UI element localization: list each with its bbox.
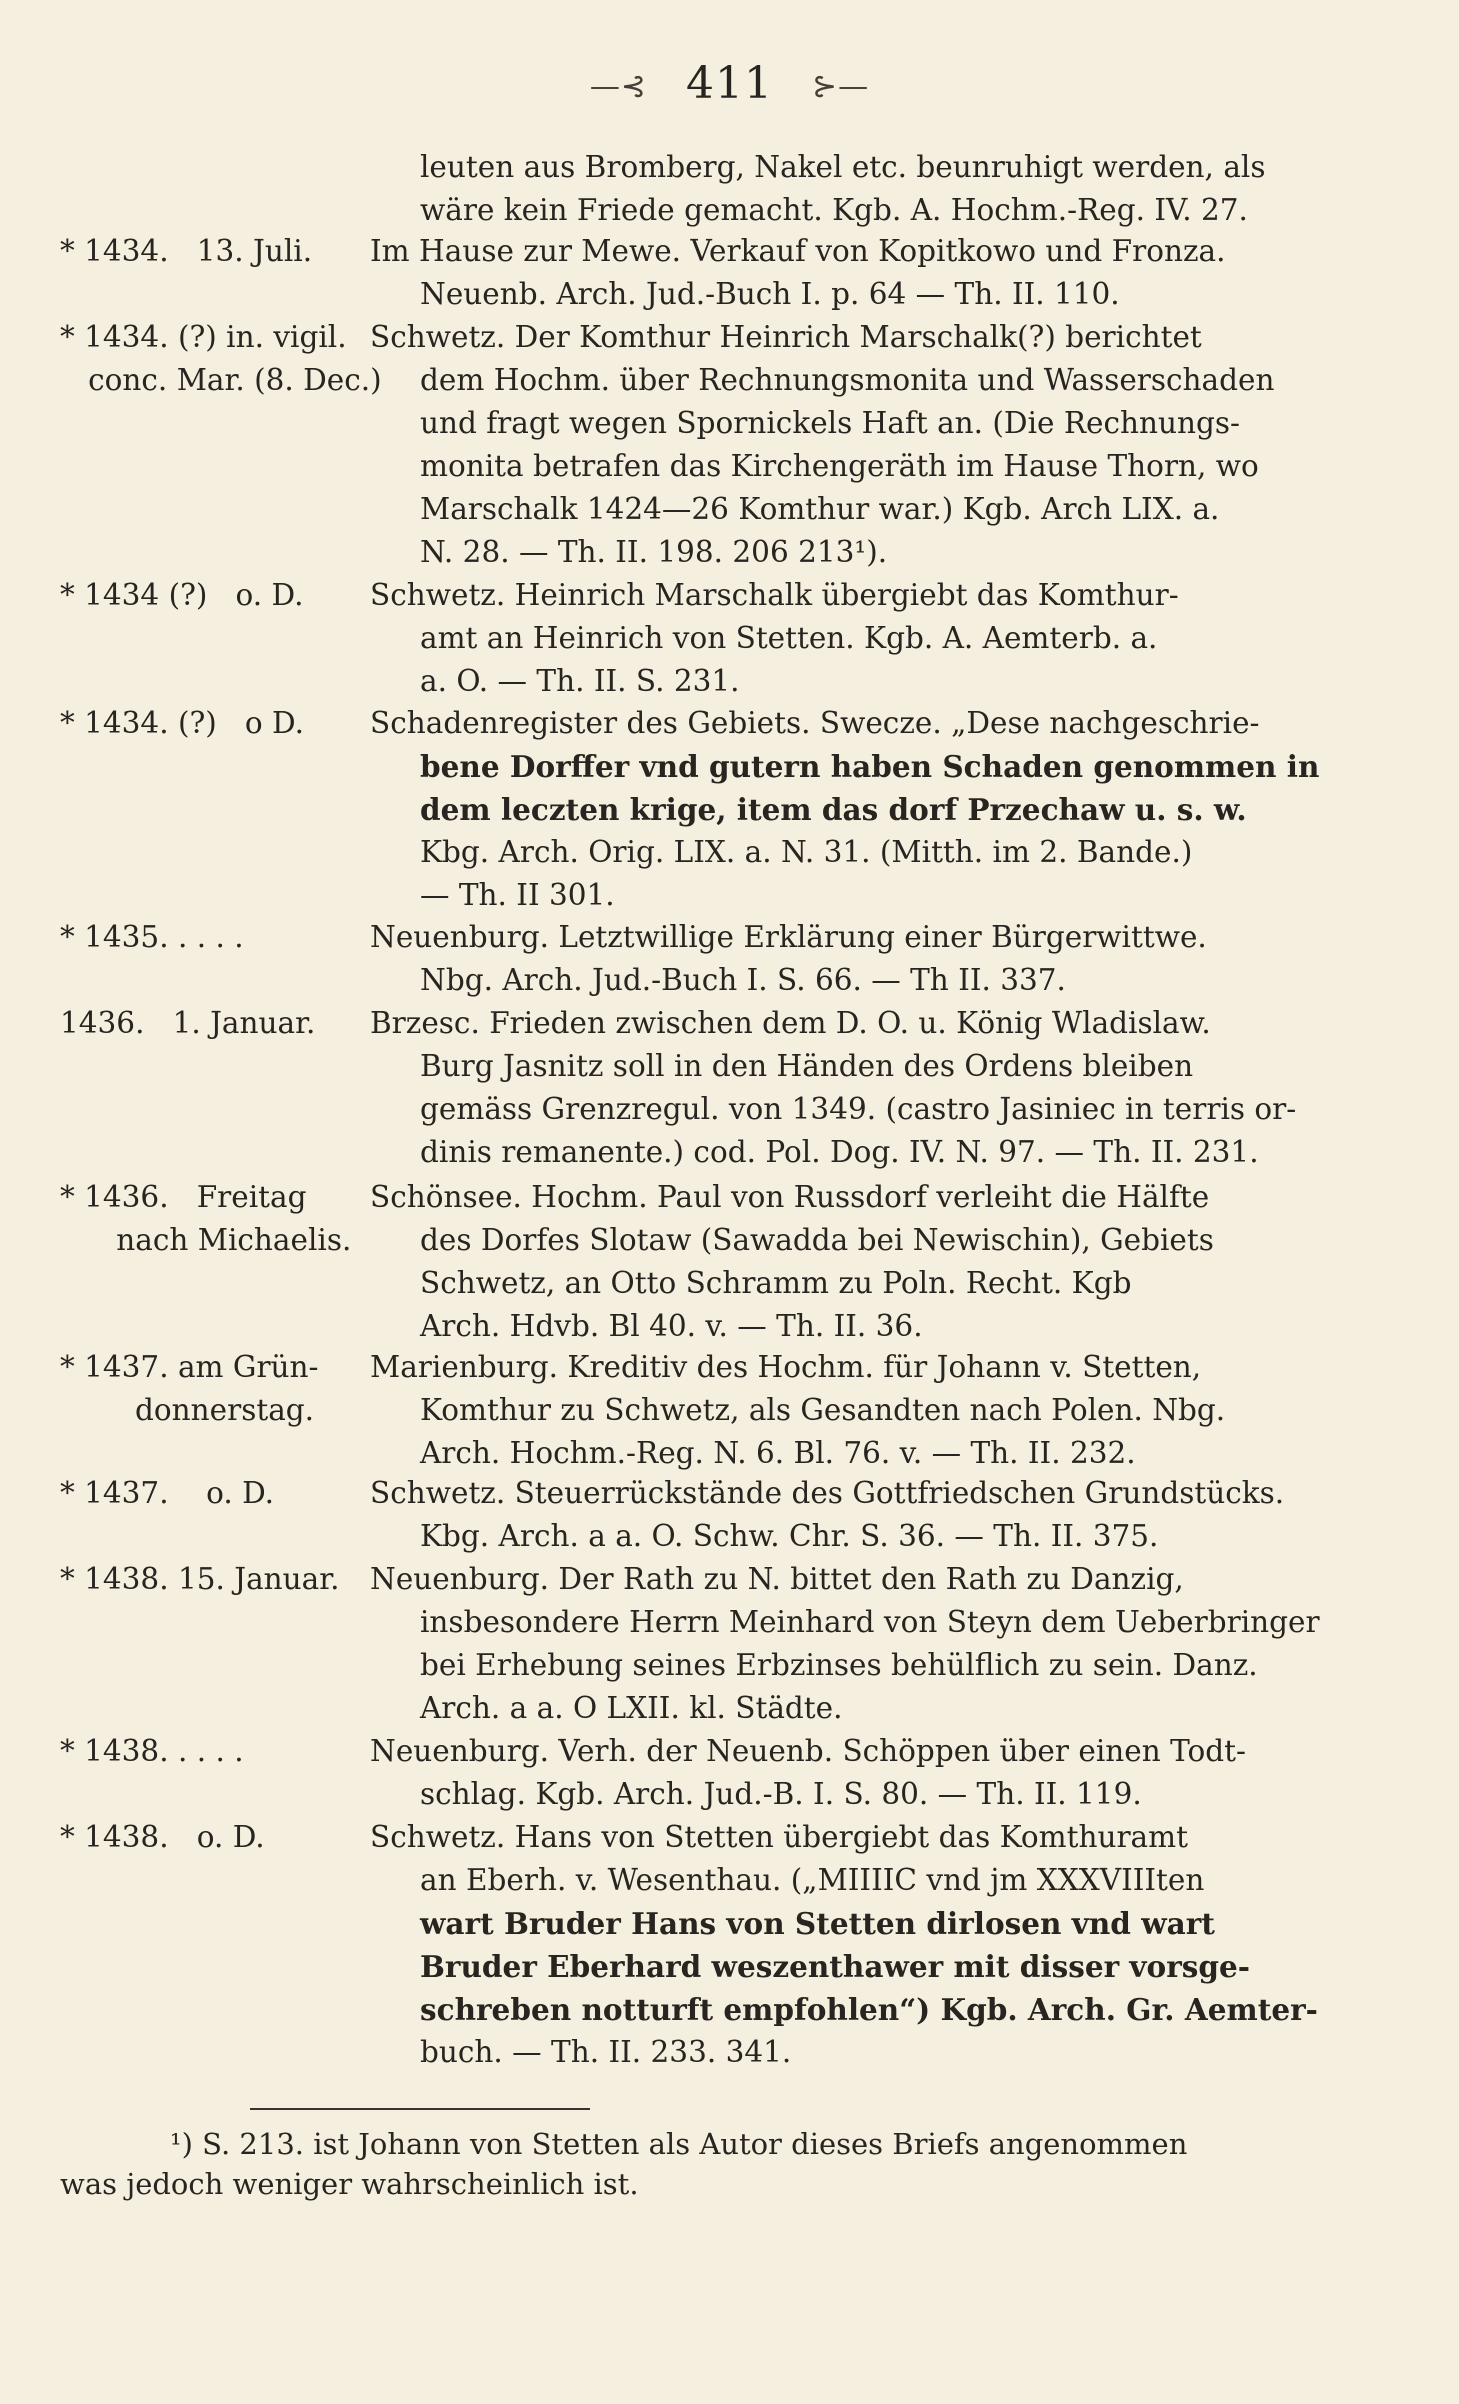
entry-body (370, 1346, 1360, 1475)
entry-line: Neuenburg. Verh. der Neuenb. Schöppen über einen Todt- (370, 1734, 1246, 1768)
entry-date: * 1438. . . . . (60, 1734, 244, 1768)
entry-line: wart Bruder Hans von Stetten dirlosen vnd wart (420, 1906, 1215, 1941)
chronicle-entry (60, 316, 1405, 574)
page-number: 411 (686, 58, 773, 109)
entry-line: Komthur zu Schwetz, als Gesandten nach Polen. Nbg. (420, 1393, 1226, 1427)
entry-line: a. O. — Th. II. S. 231. (420, 664, 740, 698)
entry-line: dem Hochm. über Rechnungsmonita und Wasserschaden (420, 363, 1275, 397)
entry-line: bene Dorffer vnd gutern haben Schaden genommen in (420, 749, 1320, 784)
footnote-line: was jedoch weniger wahrscheinlich ist. (60, 2167, 639, 2201)
chronicle-entry (60, 1730, 1405, 1816)
entry-line: Neuenburg. Letztwillige Erklärung einer Bürgerwittwe. (370, 920, 1207, 954)
entry-line: schlag. Kgb. Arch. Jud.-B. I. S. 80. — Th. II. 119. (420, 1777, 1142, 1811)
entry-date: * 1437. am Grün- donnerstag. (60, 1350, 319, 1427)
entry-line: Burg Jasnitz soll in den Händen des Ordens bleiben (420, 1049, 1194, 1083)
entry-body (370, 230, 1360, 316)
right-ornament: ⊱— (811, 69, 870, 104)
left-ornament: —⊰ (589, 69, 647, 104)
entry-line: an Eberh. v. Wesenthau. („MIIIIC vnd jm XXXVIIIten (420, 1863, 1205, 1897)
entry-line: Bruder Eberhard weszenthawer mit disser vorsge- (420, 1949, 1251, 1984)
chronicle-entry (60, 574, 1405, 703)
footnote-rule (250, 2108, 590, 2110)
entry-line: Schwetz. Der Komthur Heinrich Marschalk(?) berichtet (370, 320, 1202, 354)
entry-line: N. 28. — Th. II. 198. 206 213¹). (420, 535, 888, 569)
entry-body (370, 1730, 1360, 1816)
entry-body (370, 702, 1360, 917)
entry-date: * 1434. (?) o D. (60, 706, 305, 740)
entry-date: 1436. 1. Januar. (60, 1006, 316, 1040)
entry-line: insbesondere Herrn Meinhard von Steyn dem Ueberbringer (420, 1605, 1320, 1639)
entry-line: Marienburg. Kreditiv des Hochm. für Johann v. Stetten, (370, 1350, 1202, 1384)
chronicle-entry (60, 1558, 1405, 1730)
entry-body (370, 574, 1360, 703)
chronicle-entry (60, 1176, 1405, 1348)
footnote (60, 2124, 1310, 2204)
entry-body (370, 1816, 1360, 2074)
chronicle-entry (60, 1472, 1405, 1558)
entry-line: Neuenb. Arch. Jud.-Buch I. p. 64 — Th. II. 110. (420, 277, 1120, 311)
chronicle-entry (60, 146, 1405, 232)
entry-body (420, 146, 1360, 232)
entry-line: Nbg. Arch. Jud.-Buch I. S. 66. — Th II. 337. (420, 963, 1066, 997)
entry-line: Arch. Hdvb. Bl 40. v. — Th. II. 36. (420, 1309, 923, 1343)
entry-line: monita betrafen das Kirchengeräth im Hause Thorn, wo (420, 449, 1259, 483)
chronicle-entry (60, 702, 1405, 917)
footnote-line: ¹) S. 213. ist Johann von Stetten als Autor dieses Briefs angenommen (170, 2127, 1188, 2161)
entry-line: Neuenburg. Der Rath zu N. bittet den Rath zu Danzig, (370, 1562, 1184, 1596)
entry-date: * 1436. Freitag nach Michaelis. (60, 1180, 352, 1257)
chronicle-entry (60, 916, 1405, 1002)
entry-line: buch. — Th. II. 233. 341. (420, 2035, 792, 2069)
chronicle-entry (60, 1346, 1405, 1475)
entry-line: Brzesc. Frieden zwischen dem D. O. u. König Wladislaw. (370, 1006, 1211, 1040)
entry-line: schreben notturft empfohlen“) Kgb. Arch. Gr. Aemter- (420, 1992, 1318, 2027)
entry-date: * 1434. 13. Juli. (60, 234, 313, 268)
entry-line: und fragt wegen Spornickels Haft an. (Die Rechnungs- (420, 406, 1241, 440)
entry-line: Marschalk 1424—26 Komthur war.) Kgb. Arch LIX. a. (420, 492, 1220, 526)
entry-line: wäre kein Friede gemacht. Kgb. A. Hochm.-Reg. IV. 27. (420, 193, 1248, 227)
entry-line: des Dorfes Slotaw (Sawadda bei Newischin), Gebiets (420, 1223, 1214, 1257)
entry-line: Kbg. Arch. Orig. LIX. a. N. 31. (Mitth. im 2. Bande.) (420, 835, 1193, 869)
entry-line: — Th. II 301. (420, 878, 615, 912)
page-header (0, 58, 1459, 109)
entry-body (370, 916, 1360, 1002)
entry-body (370, 1472, 1360, 1558)
entry-date: * 1437. o. D. (60, 1476, 275, 1510)
entry-line: Schwetz. Steuerrückstände des Gottfriedschen Grundstücks. (370, 1476, 1285, 1510)
entry-line: dinis remanente.) cod. Pol. Dog. IV. N. 97. — Th. II. 231. (420, 1135, 1259, 1169)
entry-line: amt an Heinrich von Stetten. Kgb. A. Aemterb. a. (420, 621, 1158, 655)
entry-line: Schwetz, an Otto Schramm zu Poln. Recht. Kgb (420, 1266, 1132, 1300)
entry-line: dem leczten krige, item das dorf Przechaw u. s. w. (420, 792, 1247, 827)
entry-date: * 1434. (?) in. vigil. conc. Mar. (8. Dec.) (60, 320, 382, 397)
chronicle-entry (60, 1002, 1405, 1174)
entry-body (370, 1558, 1360, 1730)
entry-line: leuten aus Bromberg, Nakel etc. beunruhigt werden, als (420, 150, 1266, 184)
entry-date: * 1435. . . . . (60, 920, 244, 954)
entry-date: * 1434 (?) o. D. (60, 578, 304, 612)
entry-line: Schwetz. Heinrich Marschalk übergiebt das Komthur- (370, 578, 1179, 612)
entry-line: Arch. a a. O LXII. kl. Städte. (420, 1691, 843, 1725)
entry-body (370, 316, 1360, 574)
entry-date: * 1438. o. D. (60, 1820, 265, 1854)
entry-line: Im Hause zur Mewe. Verkauf von Kopitkowo und Fronza. (370, 234, 1226, 268)
entry-line: bei Erhebung seines Erbzinses behülflich zu sein. Danz. (420, 1648, 1258, 1682)
entry-line: Schwetz. Hans von Stetten übergiebt das Komthuramt (370, 1820, 1188, 1854)
entry-line: Kbg. Arch. a a. O. Schw. Chr. S. 36. — Th. II. 375. (420, 1519, 1159, 1553)
entry-line: Arch. Hochm.-Reg. N. 6. Bl. 76. v. — Th. II. 232. (420, 1436, 1136, 1470)
chronicle-entry (60, 230, 1405, 316)
entry-body (370, 1002, 1360, 1174)
entry-line: Schadenregister des Gebiets. Swecze. „Dese nachgeschrie- (370, 706, 1260, 740)
entry-date: * 1438. 15. Januar. (60, 1562, 340, 1596)
entry-body (370, 1176, 1360, 1348)
entry-line: Schönsee. Hochm. Paul von Russdorf verleiht die Hälfte (370, 1180, 1210, 1214)
entry-line: gemäss Grenzregul. von 1349. (castro Jasiniec in terris or- (420, 1092, 1297, 1126)
chronicle-entry (60, 1816, 1405, 2074)
